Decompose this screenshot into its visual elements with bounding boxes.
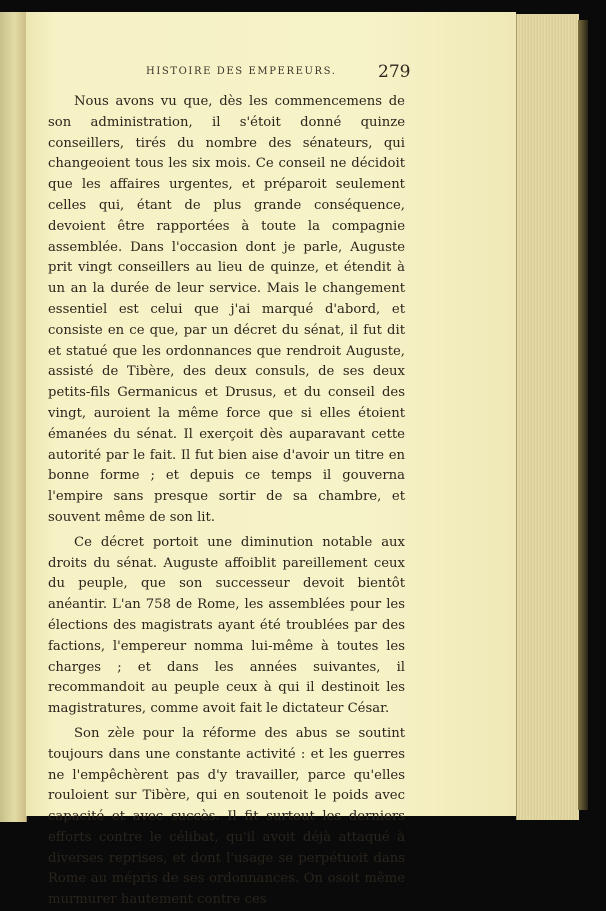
- binding-shadow: [578, 20, 588, 810]
- paragraph-1: Nous avons vu que, dès les commencemens de son administration, il s'étoit donné quinze conseillers, tirés du nombre des sénateurs, qui changeoient tous les six mois. Ce conseil ne décidoit que les affaires urgentes, et préparoit seulement celles qui, étant de plus grande conséquence, devoient être rapportées à toute la compagnie assemblée. Dans l'occasion dont je parle, Auguste prit vingt conseillers au lieu de quinze, et étendit à un an la durée de leur service. Mais le changement essentiel est celui que j'ai marqué d'abord, et consiste en ce que, par un décret du sénat, il fut dit et statué que les ordonnances que rendroit Auguste, assisté de Tibère, des deux consuls, de ses deux petits-fils Germanicus et Drusus, et du conseil des vingt, auroient la même force que si elles étoient émanées du sénat. Il exerçoit dès auparavant cette autorité par le fait. Il fut bien aise d'avoir un titre en bonne forme ; et depuis ce temps il gouverna l'empire sans presque sortir de sa chambre, et souvent même de son lit.: [48, 94, 405, 525]
- facing-page-edge: [0, 12, 27, 822]
- paragraph-2: Ce décret portoit une diminution notable aux droits du sénat. Auguste affoiblit pareillement ceux du peuple, que son successeur devoit bientôt anéantir. L'an 758 de Rome, les assemblées pour les élections des magistrats ayant été troublées par des factions, l'empereur nomma lui-même à toutes les charges ; et dans les années suivantes, il recommandoit au peuple ceux à qui il destinoit les magistratures, comme avoit fait le dictateur César.: [48, 534, 405, 717]
- page-number: 279: [378, 62, 411, 82]
- page-block-edges: [516, 14, 579, 820]
- running-head: HISTOIRE DES EMPEREURS.: [146, 66, 337, 77]
- body-text: [48, 92, 405, 911]
- paragraph-3: Son zèle pour la réforme des abus se soutint toujours dans une constante activité : et les guerres ne l'empêchèrent pas d'y travailler, parce qu'elles rouloient sur Tibère, qui en soutenoit le poids avec capacité et avec succès. Il fit surtout les derniers efforts contre le célibat, qu'il avoit déjà attaqué à diverses reprises, et dont l'usage se perpétuoit dans Rome au mépris de ses ordonnances. On osoit même murmurer hautement contre ces: [48, 725, 405, 908]
